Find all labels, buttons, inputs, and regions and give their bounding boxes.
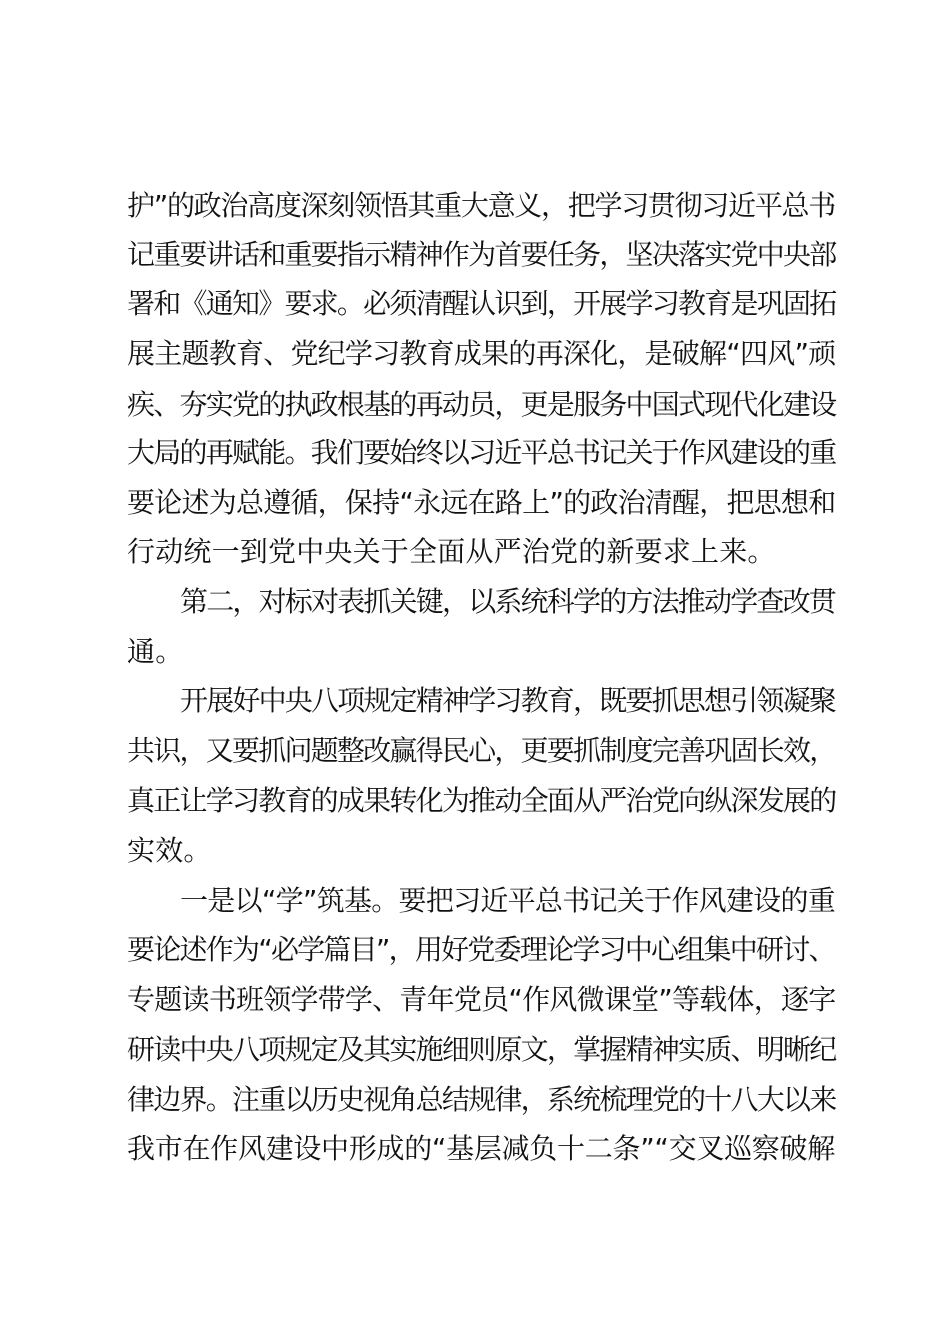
text-line: 疾、夯实党的执政根基的再动员，更是服务中国式现代化建设 <box>127 388 836 421</box>
text-line: 署和《通知》要求。必须清醒认识到，开展学习教育是巩固拓 <box>127 287 836 320</box>
text-line: 行动统一到党中央关于全面从严治党的新要求上来。 <box>127 535 776 568</box>
text-line: 展主题教育、党纪学习教育成果的再深化，是破解“四风”顽 <box>127 337 836 370</box>
text-line: 真正让学习教育的成果转化为推动全面从严治党向纵深发展的 <box>127 784 836 817</box>
section-heading-continued: 通。 <box>127 635 184 668</box>
text-line: 专题读书班领学带学、青年党员“作风微课堂”等载体，逐字 <box>127 983 836 1016</box>
text-line: 开展好中央八项规定精神学习教育，既要抓思想引领凝聚 <box>180 684 836 717</box>
text-line: 律边界。注重以历史视角总结规律，系统梳理党的十八大以来 <box>127 1083 836 1116</box>
text-line: 我市在作风建设中形成的“基层减负十二条”“交叉巡察破解 <box>127 1132 835 1165</box>
text-line: 研读中央八项规定及其实施细则原文，掌握精神实质、明晰纪 <box>127 1033 836 1066</box>
text-line: 实效。 <box>127 834 212 867</box>
text-line: 记重要讲话和重要指示精神作为首要任务，坚决落实党中央部 <box>127 238 836 271</box>
text-line: 要论述作为“必学篇目”，用好党委理论学习中心组集中研讨、 <box>127 933 835 966</box>
text-line: 大局的再赋能。我们要始终以习近平总书记关于作风建设的重 <box>127 436 836 469</box>
text-line: 共识，又要抓问题整改赢得民心，更要抓制度完善巩固长效， <box>127 734 836 767</box>
section-heading: 第二，对标对表抓关键，以系统科学的方法推动学查改贯 <box>180 585 836 618</box>
text-line: 要论述为总遵循，保持“永远在路上”的政治清醒，把思想和 <box>127 486 836 519</box>
text-line: 一是以“学”筑基。要把习近平总书记关于作风建设的重 <box>180 884 836 917</box>
text-line: 护”的政治高度深刻领悟其重大意义，把学习贯彻习近平总书 <box>127 189 835 222</box>
